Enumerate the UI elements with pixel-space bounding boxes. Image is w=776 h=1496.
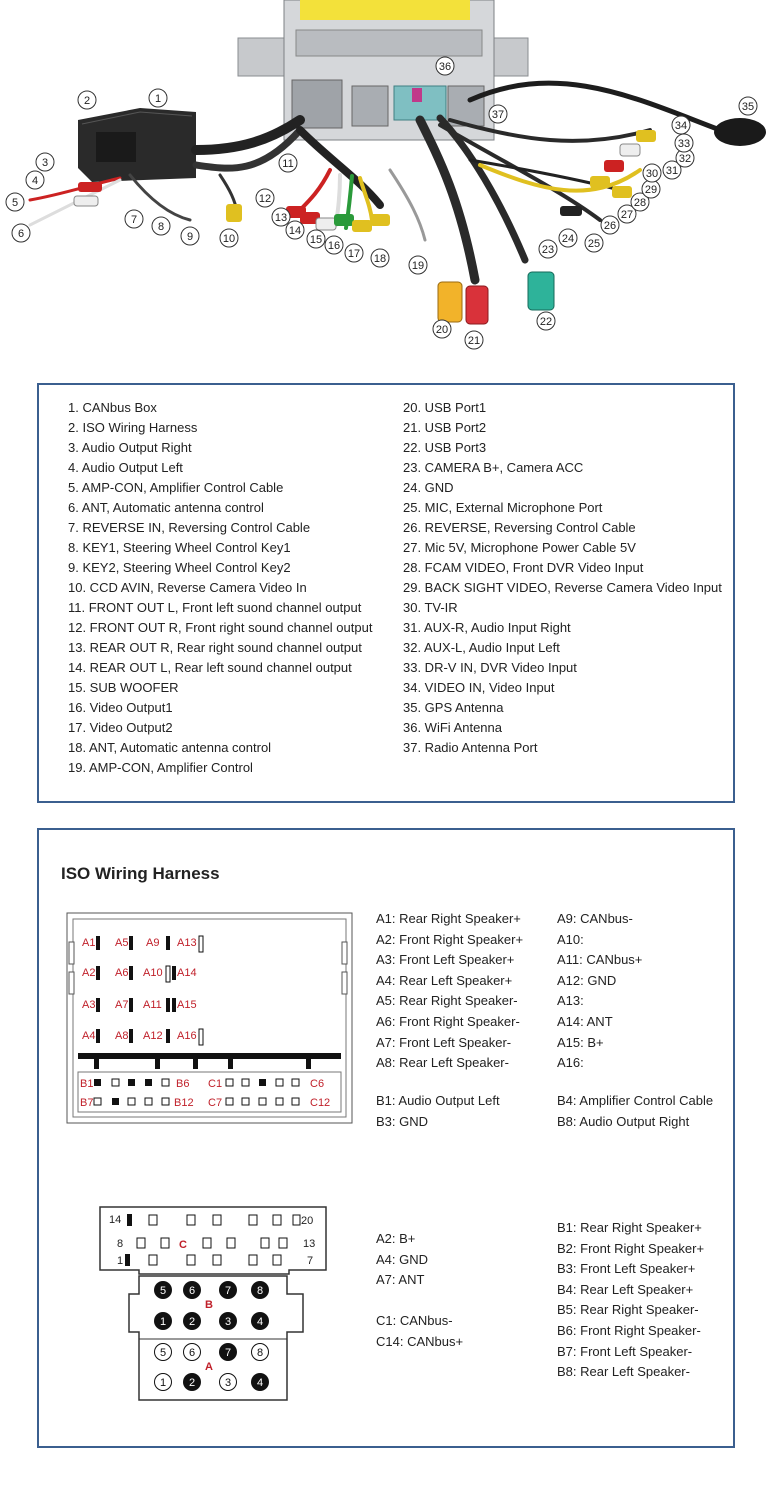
head-unit-chassis: [238, 0, 528, 140]
legend-item: 31. AUX-R, Audio Input Right: [403, 620, 571, 635]
callout-16: [325, 236, 343, 254]
pin-label: A9: [146, 937, 160, 949]
pin-assignment: A16:: [557, 1055, 584, 1071]
svg-text:14: 14: [288, 225, 302, 237]
legend-item: 11. FRONT OUT L, Front left suond channel output: [68, 600, 362, 615]
legend-item: 28. FCAM VIDEO, Front DVR Video Input: [403, 560, 644, 575]
legend-item: 27. Mic 5V, Microphone Power Cable 5V: [403, 540, 636, 555]
svg-text:26: 26: [603, 220, 617, 232]
b-pin: 6: [188, 1285, 196, 1297]
svg-text:31: 31: [665, 165, 679, 177]
callout-24: [559, 229, 577, 247]
b-pin: 8: [256, 1285, 264, 1297]
legend-item: 17. Video Output2: [68, 720, 173, 735]
callout-14: [286, 221, 304, 239]
svg-text:8: 8: [157, 221, 165, 233]
svg-text:1: 1: [154, 93, 162, 105]
svg-text:16: 16: [327, 240, 341, 252]
component-legend: [37, 383, 735, 803]
svg-text:37: 37: [491, 109, 505, 121]
iso-section-title: ISO Wiring Harness: [61, 864, 220, 883]
pin-label: B1: [80, 1078, 94, 1090]
legend-item: 16. Video Output1: [68, 700, 173, 715]
b-speaker-pin-list: [557, 1218, 704, 1383]
callout-20: [433, 320, 451, 338]
pin-assignment: A10:: [557, 931, 584, 947]
svg-text:20: 20: [435, 324, 449, 336]
svg-text:21: 21: [467, 335, 481, 347]
svg-text:32: 32: [678, 153, 692, 165]
callout-30: [643, 164, 661, 182]
legend-item: 6. ANT, Automatic antenna control: [68, 500, 264, 515]
callout-19: [409, 256, 427, 274]
pin-assignment: A12: GND: [557, 972, 617, 988]
b-pin: 2: [188, 1316, 196, 1328]
legend-item: 21. USB Port2: [403, 420, 487, 435]
callout-26: [601, 216, 619, 234]
callout-11: [279, 154, 297, 172]
pin-assignment: A5: Rear Right Speaker-: [376, 993, 518, 1009]
svg-text:15: 15: [309, 234, 323, 246]
pin-assignment: B4: Rear Left Speaker+: [557, 1281, 694, 1297]
pin-label: A5: [115, 937, 129, 949]
callout-1: [149, 89, 167, 107]
legend-item: 18. ANT, Automatic antenna control: [68, 740, 272, 755]
pin-assignment: B4: Amplifier Control Cable: [557, 1093, 714, 1108]
legend-item: 14. REAR OUT L, Rear left sound channel output: [68, 660, 352, 675]
usb-ports: [438, 272, 554, 324]
pin-assignment: A7: ANT: [376, 1272, 425, 1288]
legend-item: 8. KEY1, Steering Wheel Control Key1: [68, 540, 291, 555]
c-pin-label: 20: [301, 1215, 314, 1227]
callout-5: [6, 193, 24, 211]
legend-item: 37. Radio Antenna Port: [403, 740, 538, 755]
svg-text:13: 13: [274, 212, 288, 224]
pin-assignment: B2: Front Right Speaker+: [557, 1240, 705, 1256]
pin-assignment: A11: CANbus+: [557, 952, 643, 968]
pin-assignment: A4: Rear Left Speaker+: [376, 972, 513, 988]
pin-label: A6: [115, 967, 129, 979]
svg-text:10: 10: [222, 233, 236, 245]
pin-assignment: A9: CANbus-: [557, 911, 633, 926]
legend-item: 7. REVERSE IN, Reversing Control Cable: [68, 520, 311, 535]
legend-item: 36. WiFi Antenna: [403, 720, 502, 735]
pin-assignment: B3: GND: [376, 1113, 429, 1129]
svg-text:23: 23: [541, 244, 555, 256]
legend-item: 32. AUX-L, Audio Input Left: [403, 640, 560, 655]
pin-assignment: A15: B+: [557, 1034, 604, 1050]
pin-label: C12: [310, 1097, 331, 1109]
svg-text:22: 22: [539, 316, 553, 328]
svg-text:24: 24: [561, 233, 575, 245]
pin-label: A13: [177, 937, 197, 949]
svg-text:19: 19: [411, 260, 425, 272]
pin-assignment: B8: Rear Left Speaker-: [557, 1364, 690, 1380]
legend-column-right: [403, 398, 722, 758]
a-pin-list-left: [376, 909, 523, 1074]
svg-text:28: 28: [633, 197, 647, 209]
pin-assignment: C1: CANbus-: [376, 1313, 453, 1328]
pin-assignment: C14: CANbus+: [376, 1333, 464, 1349]
legend-item: 25. MIC, External Microphone Port: [403, 500, 603, 515]
svg-text:30: 30: [645, 168, 659, 180]
callout-33: [675, 134, 693, 152]
legend-item: 22. USB Port3: [403, 440, 487, 455]
svg-text:36: 36: [438, 61, 452, 73]
legend-item: 20. USB Port1: [403, 400, 487, 415]
svg-text:27: 27: [620, 209, 634, 221]
legend-item: 13. REAR OUT R, Rear right sound channel output: [68, 640, 362, 655]
pin-label: A16: [177, 1030, 197, 1042]
iso-connector-1: [66, 912, 356, 1127]
legend-item: 30. TV-IR: [403, 600, 458, 615]
pin-label: A4: [82, 1030, 96, 1042]
canbus-box-illustration: [78, 108, 196, 182]
callout-7: [125, 210, 143, 228]
pin-label: A2: [82, 967, 96, 979]
pin-label: A3: [82, 999, 96, 1011]
callout-18: [371, 249, 389, 267]
legend-item: 19. AMP-CON, Amplifier Control: [68, 760, 253, 775]
c-pin-label: 7: [307, 1255, 314, 1267]
callout-22: [537, 312, 555, 330]
b-pin: 7: [224, 1285, 232, 1297]
callout-10: [220, 229, 238, 247]
c-pin-label: 14: [109, 1214, 122, 1226]
callout-34: [672, 116, 690, 134]
b-pin: 5: [159, 1285, 167, 1297]
legend-item: 15. SUB WOOFER: [68, 680, 179, 695]
svg-text:7: 7: [130, 214, 138, 226]
a-pin: 5: [159, 1347, 167, 1359]
pin-assignment: A13:: [557, 993, 584, 1009]
a-pin: 4: [256, 1377, 264, 1389]
legend-item: 9. KEY2, Steering Wheel Control Key2: [68, 560, 291, 575]
legend-item: 24. GND: [403, 480, 454, 495]
svg-text:33: 33: [677, 138, 691, 150]
svg-text:29: 29: [644, 184, 658, 196]
pin-assignment: A2: B+: [376, 1231, 416, 1246]
pin-label: A10: [143, 967, 163, 979]
a-connector-letter: A: [205, 1361, 213, 1373]
callout-4: [26, 171, 44, 189]
a-pin: 6: [188, 1347, 196, 1359]
svg-text:18: 18: [373, 253, 387, 265]
legend-item: 3. Audio Output Right: [68, 440, 192, 455]
c-pin-label: 13: [303, 1238, 316, 1250]
svg-text:25: 25: [587, 238, 601, 250]
legend-column-left: [68, 398, 372, 778]
pin-label: A12: [143, 1030, 163, 1042]
b-pin: 3: [224, 1316, 232, 1328]
pin-assignment: A6: Front Right Speaker-: [376, 1013, 520, 1029]
pin-assignment: B5: Rear Right Speaker-: [557, 1302, 699, 1318]
callout-12: [256, 189, 274, 207]
b-pin-list-left: [376, 1091, 500, 1132]
pin-label: B6: [176, 1078, 190, 1090]
callout-21: [465, 331, 483, 349]
pin-label: C1: [208, 1078, 223, 1090]
a-pin: 8: [256, 1347, 264, 1359]
svg-text:4: 4: [31, 175, 39, 187]
pin-label: A8: [115, 1030, 129, 1042]
pin-assignment: A3: Front Left Speaker+: [376, 952, 515, 968]
pin-label: A14: [177, 967, 197, 979]
a-pin: 3: [224, 1377, 232, 1389]
legend-item: 34. VIDEO IN, Video Input: [403, 680, 555, 695]
c-pin-list-power: [376, 1229, 428, 1291]
legend-item: 35. GPS Antenna: [403, 700, 504, 715]
pin-label: A1: [82, 937, 96, 949]
pin-assignment: A14: ANT: [557, 1013, 613, 1029]
svg-text:6: 6: [17, 228, 25, 240]
pin-assignment: A7: Front Left Speaker-: [376, 1034, 512, 1050]
pin-label: C6: [310, 1078, 325, 1090]
svg-text:17: 17: [347, 248, 361, 260]
callout-29: [642, 180, 660, 198]
legend-item: 33. DR-V IN, DVR Video Input: [403, 660, 577, 675]
callout-15: [307, 230, 325, 248]
c-pin-label: 8: [117, 1238, 124, 1250]
pin-label: C7: [208, 1097, 223, 1109]
pin-assignment: A8: Rear Left Speaker-: [376, 1055, 509, 1071]
pin-label: B7: [80, 1097, 94, 1109]
svg-text:2: 2: [83, 95, 91, 107]
c-pin-list-canbus: [376, 1311, 463, 1352]
iso-connector-2: [99, 1206, 339, 1402]
svg-text:9: 9: [186, 231, 194, 243]
callout-13: [272, 208, 290, 226]
b-pin-list-right: [557, 1091, 713, 1132]
callout-3: [36, 153, 54, 171]
pin-assignment: B3: Front Left Speaker+: [557, 1261, 696, 1277]
pin-assignment: B8: Audio Output Right: [557, 1113, 690, 1129]
pin-label: A15: [177, 999, 197, 1011]
pin-label: B12: [174, 1097, 194, 1109]
callout-35: [739, 97, 757, 115]
callout-37: [489, 105, 507, 123]
b-pin: 1: [159, 1316, 167, 1328]
callout-25: [585, 234, 603, 252]
pin-assignment: B1: Audio Output Left: [376, 1093, 500, 1108]
pin-assignment: B1: Rear Right Speaker+: [557, 1220, 702, 1235]
legend-item: 12. FRONT OUT R, Front right sound channel output: [68, 620, 373, 635]
a-pin: 7: [224, 1347, 232, 1359]
pin-assignment: B7: Front Left Speaker-: [557, 1343, 693, 1359]
callout-2: [78, 91, 96, 109]
pin-label: A11: [143, 999, 162, 1011]
callout-17: [345, 244, 363, 262]
svg-text:5: 5: [11, 197, 19, 209]
wiring-harness-illustration: [0, 0, 776, 362]
c-pin-label: 1: [117, 1255, 124, 1267]
a-pin: 2: [188, 1377, 196, 1389]
callout-8: [152, 217, 170, 235]
pin-assignment: A4: GND: [376, 1251, 429, 1267]
svg-text:35: 35: [741, 101, 755, 113]
legend-item: 5. AMP-CON, Amplifier Control Cable: [68, 480, 284, 495]
svg-text:3: 3: [41, 157, 49, 169]
legend-item: 26. REVERSE, Reversing Control Cable: [403, 520, 636, 535]
a-pin-list-right: [557, 909, 642, 1074]
legend-item: 23. CAMERA B+, Camera ACC: [403, 460, 584, 475]
iso-harness-panel: [37, 828, 735, 1448]
pin-label: A7: [115, 999, 129, 1011]
legend-item: 2. ISO Wiring Harness: [68, 420, 198, 435]
svg-text:11: 11: [282, 158, 294, 170]
pin-assignment: A2: Front Right Speaker+: [376, 931, 524, 947]
legend-item: 29. BACK SIGHT VIDEO, Reverse Camera Video Input: [403, 580, 722, 595]
callout-6: [12, 224, 30, 242]
svg-text:12: 12: [258, 193, 272, 205]
pin-assignment: A1: Rear Right Speaker+: [376, 911, 521, 926]
legend-item: 4. Audio Output Left: [68, 460, 183, 475]
a-pin: 1: [159, 1377, 167, 1389]
callout-9: [181, 227, 199, 245]
b-connector-letter: B: [205, 1299, 213, 1311]
b-pin: 4: [256, 1316, 264, 1328]
callout-23: [539, 240, 557, 258]
c-connector-letter: C: [179, 1239, 187, 1251]
legend-item: 1. CANbus Box: [68, 400, 157, 415]
pin-assignment: B6: Front Right Speaker-: [557, 1322, 701, 1338]
callout-36: [436, 57, 454, 75]
legend-item: 10. CCD AVIN, Reverse Camera Video In: [68, 580, 307, 595]
svg-text:34: 34: [674, 120, 688, 132]
